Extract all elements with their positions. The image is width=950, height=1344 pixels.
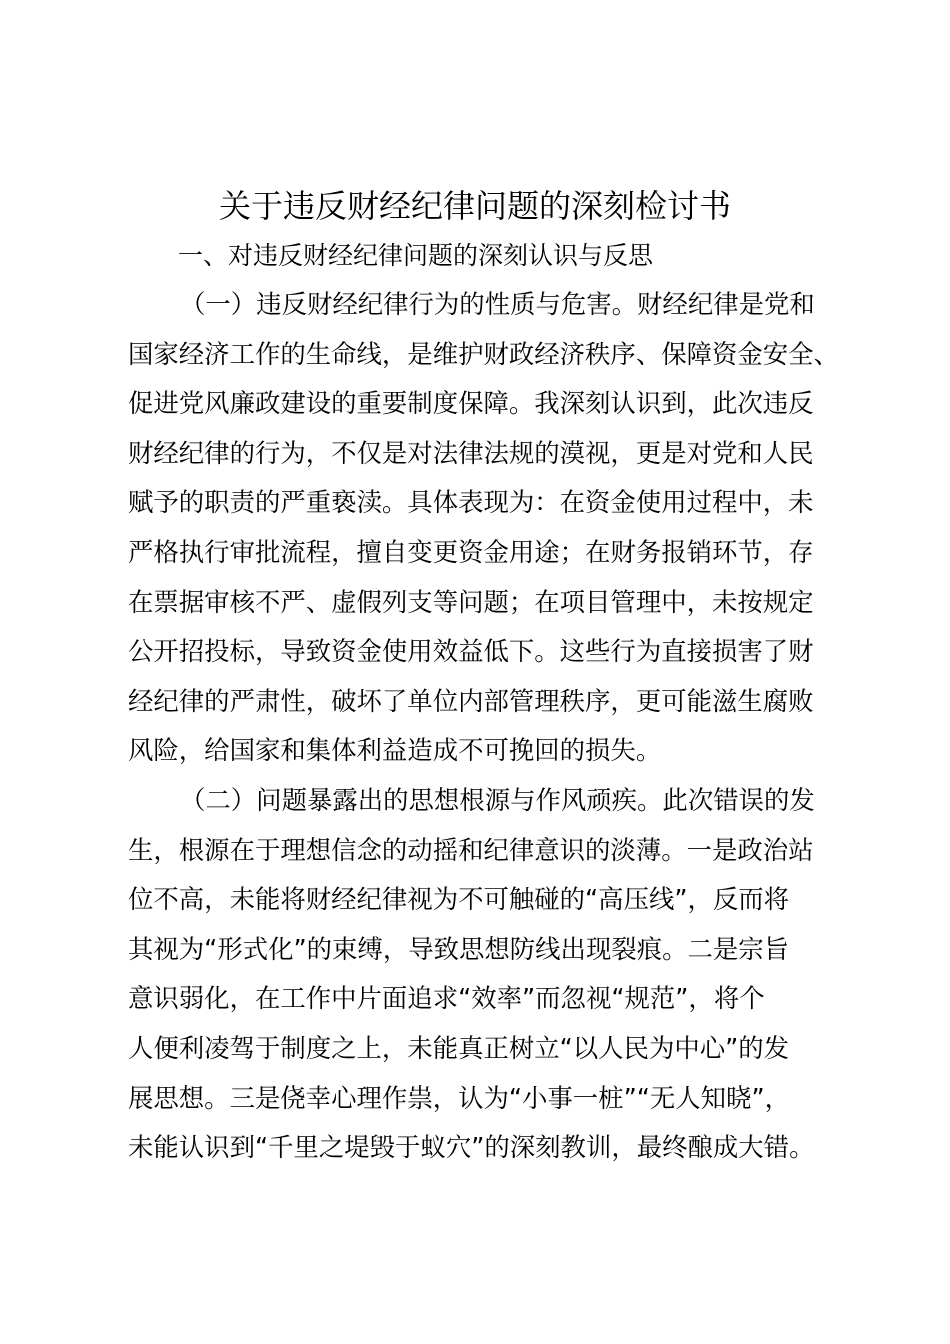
- document-title: 关于违反财经纪律问题的深刻检讨书: [218, 187, 731, 225]
- paragraph-line: 促进党风廉政建设的重要制度保障。我深刻认识到，此次违反: [128, 388, 814, 419]
- paragraph-line: 在票据审核不严、虚假列支等问题；在项目管理中，未按规定: [128, 586, 814, 617]
- paragraph-line: 未能认识到“千里之堤毁于蚁穴”的深刻教训，最终酿成大错。: [128, 1132, 815, 1163]
- paragraph-line: 位不高，未能将财经纪律视为不可触碰的“高压线”，反而将: [128, 884, 790, 915]
- paragraph-line: 人便利凌驾于制度之上，未能真正树立“以人民为中心”的发: [128, 1032, 790, 1063]
- paragraph-line: （一）违反财经纪律行为的性质与危害。财经纪律是党和: [180, 289, 815, 319]
- paragraph-line: 经纪律的严肃性，破坏了单位内部管理秩序，更可能滋生腐败: [128, 685, 814, 716]
- paragraph-line: 财经纪律的行为，不仅是对法律法规的漠视，更是对党和人民: [128, 437, 814, 468]
- paragraph-line: 公开招投标，导致资金使用效益低下。这些行为直接损害了财: [128, 636, 814, 667]
- paragraph-line: 风险，给国家和集体利益造成不可挽回的损失。: [128, 735, 662, 766]
- paragraph-line: 展思想。三是侥幸心理作祟，认为“小事一桩”“无人知晓”，: [128, 1082, 790, 1113]
- section-heading: 一、对违反财经纪律问题的深刻认识与反思: [178, 241, 654, 270]
- paragraph-line: 严格执行审批流程，擅自变更资金用途；在财务报销环节，存: [128, 536, 814, 567]
- paragraph-2: [128, 776, 838, 1173]
- paragraph-line: 国家经济工作的生命线，是维护财政经济秩序、保障资金安全、: [128, 338, 839, 369]
- paragraph-line: （二）问题暴露出的思想根源与作风顽疾。此次错误的发: [180, 785, 815, 815]
- paragraph-1: [128, 280, 838, 776]
- paragraph-line: 其视为“形式化”的束缚，导致思想防线出现裂痕。二是宗旨: [128, 933, 790, 964]
- paragraph-line: 意识弱化，在工作中片面追求“效率”而忽视“规范”，将个: [128, 983, 765, 1014]
- paragraph-line: 赋予的职责的严重亵渎。具体表现为：在资金使用过程中，未: [128, 487, 814, 518]
- paragraph-line: 生，根源在于理想信念的动摇和纪律意识的淡薄。一是政治站: [128, 834, 814, 865]
